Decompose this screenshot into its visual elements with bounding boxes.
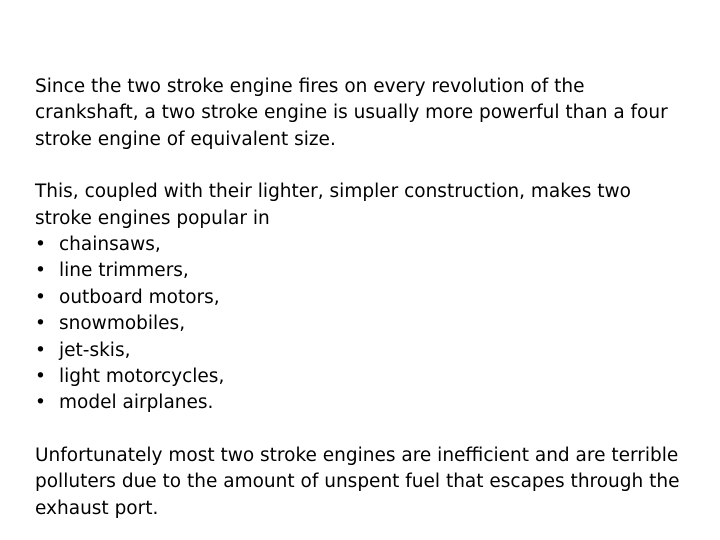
bullet-icon: • — [35, 339, 46, 361]
paragraph-spacer — [35, 153, 685, 179]
list-item-label: model airplanes. — [59, 392, 214, 414]
list-item-label: jet-skis, — [59, 339, 131, 361]
list-item-label: chainsaws, — [59, 234, 161, 256]
list-item — [35, 311, 685, 337]
list-item-label: outboard motors, — [59, 286, 220, 308]
bullet-icon: • — [35, 313, 46, 335]
list-item — [35, 338, 685, 364]
paragraph-power: Since the two stroke engine fires on every revolution of the crankshaft, a two stroke engine is usually more powerful than a four stroke engine of equivalent size. — [35, 76, 668, 150]
bullet-icon: • — [35, 234, 46, 256]
paragraph-popular-intro: This, coupled with their lighter, simpler construction, makes two stroke engines popular in — [35, 181, 631, 229]
list-item — [35, 390, 685, 416]
bullet-icon: • — [35, 286, 46, 308]
paragraph-spacer — [35, 417, 685, 443]
bullet-icon: • — [35, 260, 46, 282]
bullet-icon: • — [35, 392, 46, 414]
list-item — [35, 364, 685, 390]
list-item — [35, 285, 685, 311]
paragraph-pollution: Unfortunately most two stroke engines are inefficient and are terrible polluters due to the amount of unspent fuel that escapes through the exhaust port. — [35, 444, 680, 519]
list-item — [35, 258, 685, 284]
slide-body — [35, 74, 685, 522]
list-item-label: light motorcycles, — [59, 366, 225, 388]
list-item — [35, 232, 685, 258]
bullet-icon: • — [35, 366, 46, 388]
list-item-label: snowmobiles, — [59, 313, 186, 335]
list-item-label: line trimmers, — [59, 260, 189, 282]
uses-bullet-list — [35, 232, 685, 417]
